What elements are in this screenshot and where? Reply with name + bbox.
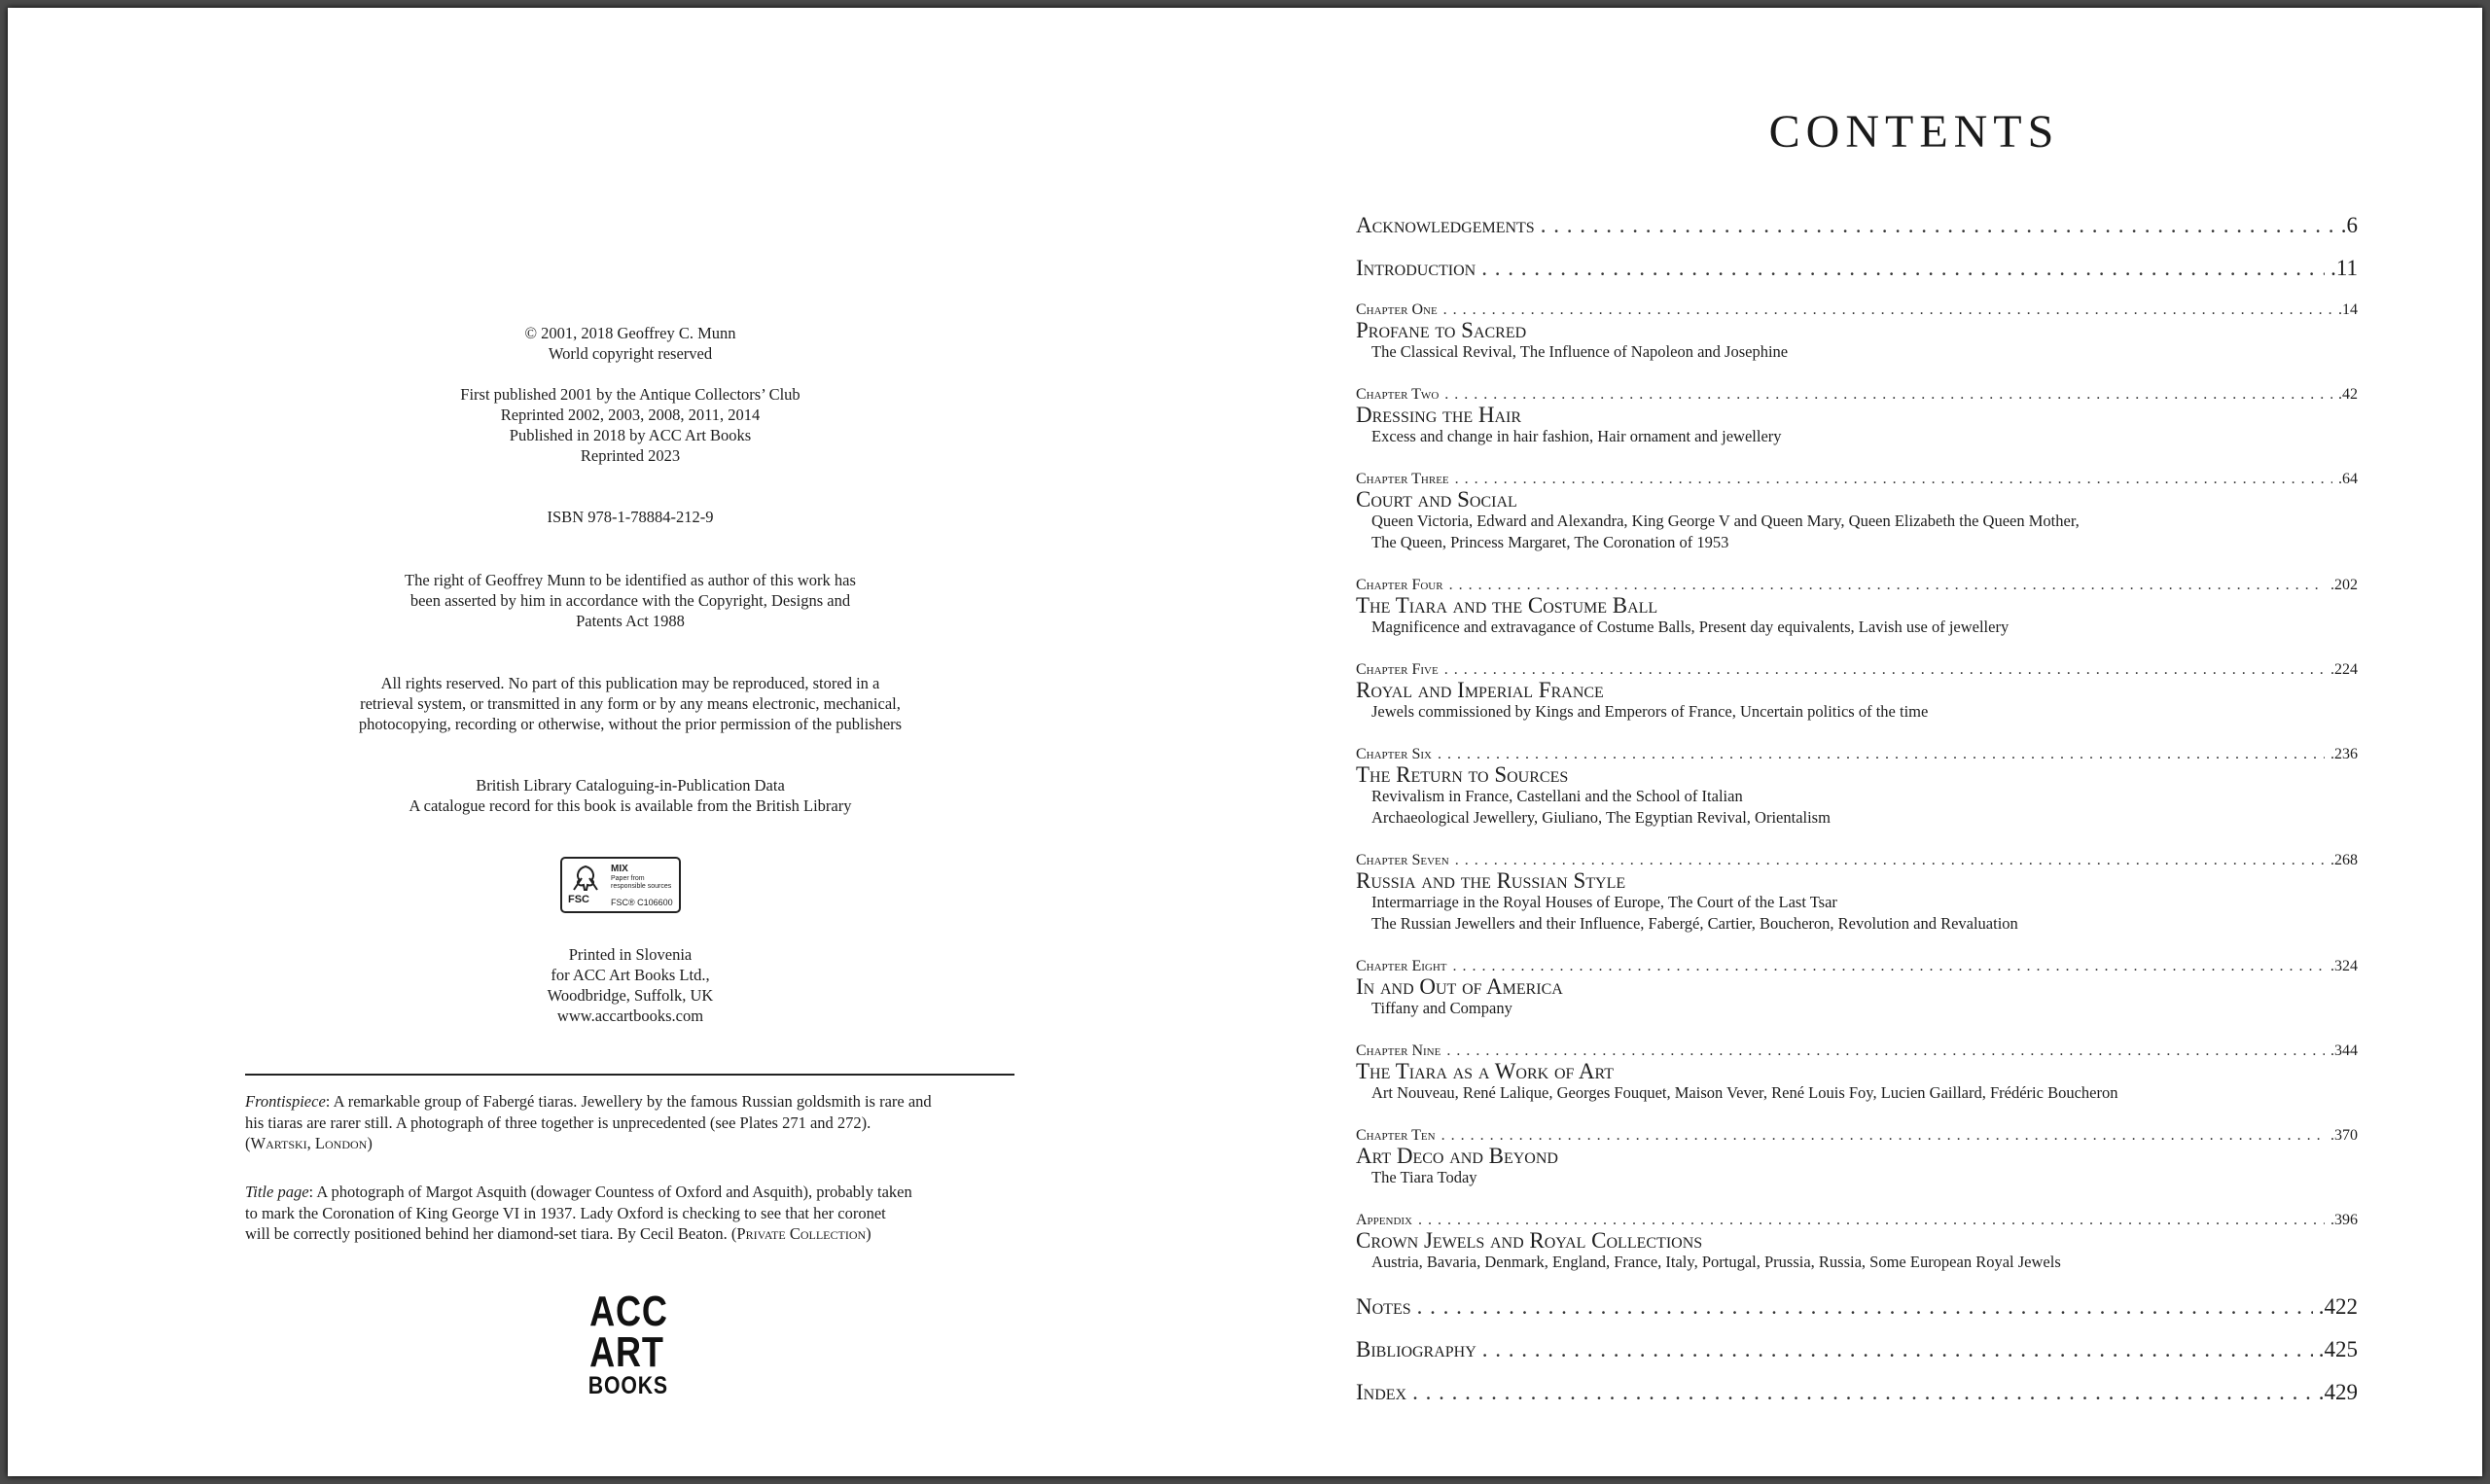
toc-page-number: .268: [2330, 852, 2358, 868]
chapter-title: Russia and the Russian Style: [1356, 868, 1626, 893]
chapter-label: Chapter Eight: [1356, 958, 1447, 974]
chapter-title: Court and Social: [1356, 487, 1517, 512]
chapter-subtopics: Austria, Bavaria, Denmark, England, France, Italy, Portugal, Prussia, Russia, Some European Royal Jewels: [1371, 1253, 2061, 1271]
fsc-brand: FSC: [568, 894, 589, 905]
dot-leader: [1455, 852, 2325, 869]
fsc-small-text: Paper from responsible sources: [611, 875, 672, 890]
publication-line: Published in 2018 by ACC Art Books: [509, 426, 752, 444]
toc-page-number: .202: [2330, 577, 2358, 593]
toc-page-number: .422: [2318, 1294, 2358, 1319]
isbn-line: ISBN 978-1-78884-212-9: [547, 508, 714, 526]
chapter-label: Chapter Seven: [1356, 852, 1449, 868]
caption-credit: (Private Collection): [730, 1224, 872, 1243]
chapter-subtopics: Jewels commissioned by Kings and Emperors of France, Uncertain politics of the time: [1371, 702, 1929, 721]
toc-chapter: [1356, 661, 2358, 723]
caption-text: will be correctly positioned behind her diamond-set tiara. By Cecil Beaton.: [245, 1224, 731, 1243]
caption-label: Frontispiece: [245, 1092, 326, 1111]
toc-page-number: .324: [2330, 958, 2358, 974]
chapter-label: Chapter One: [1356, 301, 1438, 318]
dot-leader: [1444, 661, 2325, 679]
toc-page-number: .6: [2340, 213, 2358, 237]
toc-chapter: [1356, 1042, 2358, 1104]
chapter-subtopics: Excess and change in hair fashion, Hair ornament and jewellery: [1371, 427, 1782, 445]
chapter-subtopics: The Classical Revival, The Influence of Napoleon and Josephine: [1371, 342, 1789, 361]
chapter-label: Chapter Five: [1356, 661, 1439, 678]
printer-line: www.accartbooks.com: [556, 1007, 704, 1025]
publisher-logo: [582, 1288, 669, 1399]
chapter-subtopics: Archaeological Jewellery, Giuliano, The Egyptian Revival, Orientalism: [1371, 807, 1831, 827]
dot-leader: [1444, 386, 2332, 404]
rights-line: All rights reserved. No part of this publication may be reproduced, stored in a: [380, 674, 880, 692]
chapter-label: Chapter Nine: [1356, 1042, 1441, 1059]
caption-text: : A remarkable group of Fabergé tiaras. Jewellery by the famous Russian goldsmith is rare and: [325, 1092, 932, 1111]
toc-chapter: [1356, 577, 2358, 638]
dot-leader: [1481, 254, 2325, 283]
chapter-title: The Return to Sources: [1356, 762, 1569, 787]
caption-credit: (Wartski, London): [245, 1134, 373, 1152]
rights-line: photocopying, recording or otherwise, without the prior permission of the publishers: [358, 715, 903, 733]
moral-rights-line: The right of Geoffrey Munn to be identified as author of this work has: [405, 571, 856, 589]
cip-line: A catalogue record for this book is available from the British Library: [409, 796, 852, 815]
rights-line: retrieval system, or transmitted in any form or by any means electronic, mechanical,: [360, 694, 901, 713]
chapter-subtopics: Queen Victoria, Edward and Alexandra, King George V and Queen Mary, Queen Elizabeth the Queen Mother,: [1371, 512, 2080, 530]
printer-line: Printed in Slovenia: [568, 945, 693, 964]
cataloguing-data: [251, 775, 1010, 816]
toc-page-number: .425: [2318, 1337, 2358, 1361]
toc-entry: [1356, 254, 2358, 283]
toc-entry-title: Introduction: [1356, 256, 1476, 280]
dot-leader: [1417, 1292, 2313, 1322]
chapter-label: Chapter Four: [1356, 577, 1443, 593]
chapter-title: Art Deco and Beyond: [1356, 1144, 1558, 1168]
caption-text: : A photograph of Margot Asquith (dowager Countess of Oxford and Asquith), probably taken: [308, 1183, 912, 1201]
toc-entry-title: Index: [1356, 1380, 1407, 1404]
chapter-title: Crown Jewels and Royal Collections: [1356, 1228, 1703, 1253]
toc-page-number: .14: [2338, 301, 2358, 318]
chapter-label: Appendix: [1356, 1212, 1413, 1228]
toc-page-number: .396: [2330, 1212, 2358, 1228]
chapter-subtopics: Magnificence and extravagance of Costume Balls, Present day equivalents, Lavish use of jewellery: [1371, 618, 2010, 636]
dot-leader: [1418, 1212, 2325, 1229]
chapter-title: Profane to Sacred: [1356, 318, 1527, 342]
dot-leader: [1443, 301, 2332, 319]
toc-entry: [1356, 1378, 2358, 1407]
isbn: [251, 507, 1010, 527]
chapter-subtopics: Tiffany and Company: [1371, 999, 1512, 1017]
toc-entry-title: Bibliography: [1356, 1337, 1476, 1361]
logo-line: BOOKS: [587, 1372, 668, 1399]
fsc-tree-icon: [568, 865, 603, 892]
logo-line: ACC: [589, 1288, 668, 1335]
dot-leader: [1412, 1378, 2313, 1407]
dot-leader: [1441, 1127, 2325, 1145]
toc-chapter: [1356, 958, 2358, 1019]
moral-rights-line: been asserted by him in accordance with the Copyright, Designs and: [409, 591, 851, 610]
title-page-caption: [245, 1182, 1023, 1245]
dot-leader: [1453, 958, 2326, 975]
caption-label: Title page: [245, 1183, 309, 1201]
fsc-logo: [560, 857, 681, 913]
chapter-title: The Tiara and the Costume Ball: [1356, 593, 1658, 618]
chapter-label: Chapter Two: [1356, 386, 1440, 403]
page-title: CONTENTS: [1768, 106, 2060, 158]
chapter-subtopics: The Tiara Today: [1371, 1168, 1477, 1186]
toc-chapter: [1356, 301, 2358, 363]
publication-line: Reprinted 2002, 2003, 2008, 2011, 2014: [500, 406, 761, 424]
toc-entry: [1356, 1292, 2358, 1322]
dot-leader: [1449, 577, 2325, 594]
toc-page-number: .370: [2330, 1127, 2358, 1144]
printer-details: [251, 944, 1010, 1026]
chapter-title: In and Out of America: [1356, 974, 1563, 999]
rights-reserved-notice: [251, 673, 1010, 734]
book-spread: [8, 8, 2482, 1476]
chapter-title: Dressing the Hair: [1356, 403, 1522, 427]
moral-rights-line: Patents Act 1988: [576, 612, 685, 630]
toc-entry: [1356, 211, 2358, 240]
printer-line: Woodbridge, Suffolk, UK: [547, 986, 714, 1005]
toc-chapter: [1356, 1212, 2358, 1273]
chapter-title: The Tiara as a Work of Art: [1356, 1059, 1614, 1083]
chapter-subtopics: Art Nouveau, René Lalique, Georges Fouquet, Maison Vever, René Louis Foy, Lucien Gaillard, Frédéric Boucheron: [1371, 1083, 2118, 1102]
copyright-line: © 2001, 2018 Geoffrey C. Munn: [524, 324, 736, 342]
chapter-label: Chapter Six: [1356, 746, 1432, 762]
toc-chapter: [1356, 471, 2358, 552]
copyright-line: World copyright reserved: [548, 344, 713, 363]
toc-entry-title: Acknowledgements: [1356, 213, 1535, 237]
chapter-subtopics: The Queen, Princess Margaret, The Coronation of 1953: [1371, 532, 1729, 551]
chapter-label: Chapter Three: [1356, 471, 1449, 487]
dot-leader: [1541, 211, 2335, 240]
dot-leader: [1438, 746, 2325, 763]
dot-leader: [1446, 1042, 2325, 1060]
chapter-title: Royal and Imperial France: [1356, 678, 1604, 702]
chapter-label: Chapter Ten: [1356, 1127, 1436, 1144]
toc-page-number: .11: [2330, 256, 2358, 280]
caption-divider: [245, 1074, 1014, 1076]
copyright-notice: [251, 323, 1010, 364]
chapter-subtopics: Intermarriage in the Royal Houses of Europe, The Court of the Last Tsar: [1371, 893, 1837, 911]
logo-line: ART: [589, 1328, 664, 1376]
caption-text: his tiaras are rarer still. A photograph of three together is unprecedented (see Plates 271 and 272).: [245, 1113, 872, 1132]
chapter-subtopics: The Russian Jewellers and their Influence, Fabergé, Cartier, Boucheron, Revolution and Revaluation: [1371, 913, 2018, 933]
moral-rights-notice: [251, 570, 1010, 631]
toc-chapter: [1356, 852, 2358, 934]
cip-line: British Library Cataloguing-in-Publication Data: [476, 776, 785, 795]
toc-chapter: [1356, 1127, 2358, 1188]
publication-line: First published 2001 by the Antique Collectors’ Club: [460, 385, 800, 404]
toc-page-number: .42: [2338, 386, 2358, 403]
toc-page-number: .64: [2338, 471, 2358, 487]
toc-page-number: .429: [2318, 1380, 2358, 1404]
dot-leader: [1482, 1335, 2313, 1364]
fsc-license-code: FSC® C106600: [611, 898, 673, 907]
fsc-mix-label: MIX: [611, 864, 628, 874]
caption-text: to mark the Coronation of King George VI in 1937. Lady Oxford is checking to see that her coronet: [245, 1203, 886, 1222]
publication-history: [251, 384, 1010, 466]
toc-page-number: .224: [2330, 661, 2358, 678]
printer-line: for ACC Art Books Ltd.,: [551, 966, 710, 984]
toc-entry-title: Notes: [1356, 1294, 1411, 1319]
frontispiece-caption: [245, 1091, 1023, 1154]
chapter-subtopics: Revivalism in France, Castellani and the School of Italian: [1371, 787, 1743, 805]
toc-entry: [1356, 1335, 2358, 1364]
publication-line: Reprinted 2023: [580, 446, 681, 465]
dot-leader: [1455, 471, 2332, 488]
toc-chapter: [1356, 386, 2358, 447]
toc-page-number: .344: [2330, 1042, 2358, 1059]
toc-page-number: .236: [2330, 746, 2358, 762]
toc-chapter: [1356, 746, 2358, 828]
